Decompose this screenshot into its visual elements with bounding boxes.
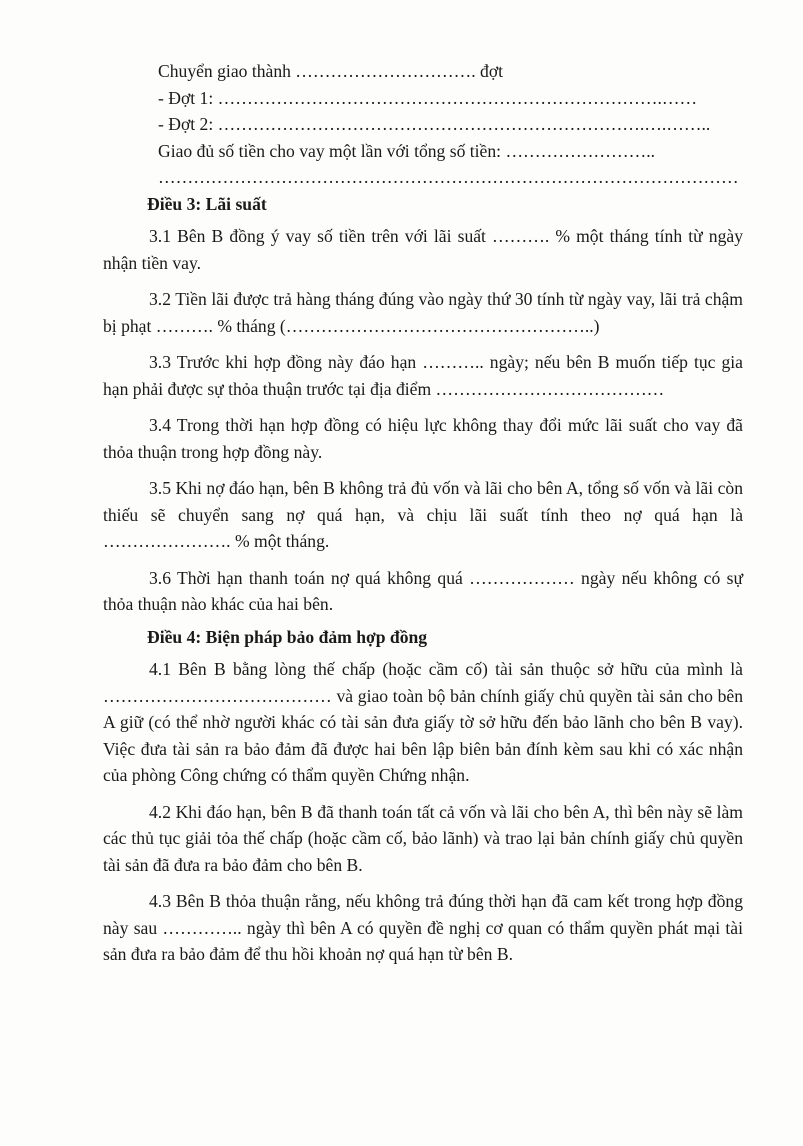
clause-3-3: 3.3 Trước khi hợp đồng này đáo hạn ……….. ngày; nếu bên B muốn tiếp tục gia hạn phải được sự thỏa thuận trước tại địa điểm ………………………………… xyxy=(103,352,743,399)
lump-sum-line: Giao đủ số tiền cho vay một lần với tổng số tiền: …………………….. xyxy=(158,140,655,161)
clause-3-5: 3.5 Khi nợ đáo hạn, bên B không trả đủ vốn và lãi cho bên A, tổng số vốn và lãi còn thiếu sẽ chuyển sang nợ quá hạn, và chịu lãi suất tính theo nợ quá hạn là …………………. % một tháng. xyxy=(103,478,743,551)
clause-3-1: 3.1 Bên B đồng ý vay số tiền trên với lãi suất ………. % một tháng tính từ ngày nhận tiền vay. xyxy=(103,226,743,273)
article-3-heading: Điều 3: Lãi suất xyxy=(147,193,267,214)
lump-sum-continuation: ……………………………………………………………………………………… xyxy=(158,167,739,187)
clause-3-6: 3.6 Thời hạn thanh toán nợ quá không quá ……………… ngày nếu không có sự thỏa thuận nào khác của hai bên. xyxy=(103,567,743,614)
clause-3-2: 3.2 Tiền lãi được trả hàng tháng đúng vào ngày thứ 30 tính từ ngày vay, lãi trả chậm bị phạt ………. % tháng (……………………………………………..) xyxy=(103,289,743,336)
installment-1-line: - Đợt 1: ………………………………………………………………….…… xyxy=(158,87,698,108)
document-body xyxy=(103,58,743,968)
transfer-line: Chuyển giao thành …………………………. đợt xyxy=(158,61,504,81)
clause-3-4: 3.4 Trong thời hạn hợp đồng có hiệu lực không thay đổi mức lãi suất cho vay đã thỏa thuận trong hợp đồng này. xyxy=(103,415,743,462)
article-4-heading: Điều 4: Biện pháp bảo đảm hợp đồng xyxy=(147,626,428,647)
clause-4-2: 4.2 Khi đáo hạn, bên B đã thanh toán tất cả vốn và lãi cho bên A, thì bên này sẽ làm các thủ tục giải tỏa thế chấp (hoặc cầm cố, bảo lãnh) và trao lại bản chính giấy chủ quyền tài sản đã đưa ra bảo đảm cho bên B. xyxy=(103,801,743,875)
clause-4-1: 4.1 Bên B bằng lòng thế chấp (hoặc cầm cố) tài sản thuộc sở hữu của mình là ………………………………… và giao toàn bộ bản chính giấy chủ quyền tài sản cho bên A giữ (có thể nhờ người khác có tài sản đưa giấy tờ sở hữu đến bảo lãnh cho bên B vay). Việc đưa tài sản ra bảo đảm đã được hai bên lập biên bản đính kèm sau khi có xác nhận của phòng Công chứng có thẩm quyền Chứng nhận. xyxy=(103,659,743,785)
installment-2-line: - Đợt 2: ……………………………………………………………….….…….. xyxy=(158,114,711,134)
clause-4-3: 4.3 Bên B thỏa thuận rằng, nếu không trả đúng thời hạn đã cam kết trong hợp đồng này sau ………….. ngày thì bên A có quyền đề nghị cơ quan có thẩm quyền phát mại tài sản đưa ra bảo đảm để thu hồi khoản nợ quá hạn từ bên B. xyxy=(103,891,743,964)
